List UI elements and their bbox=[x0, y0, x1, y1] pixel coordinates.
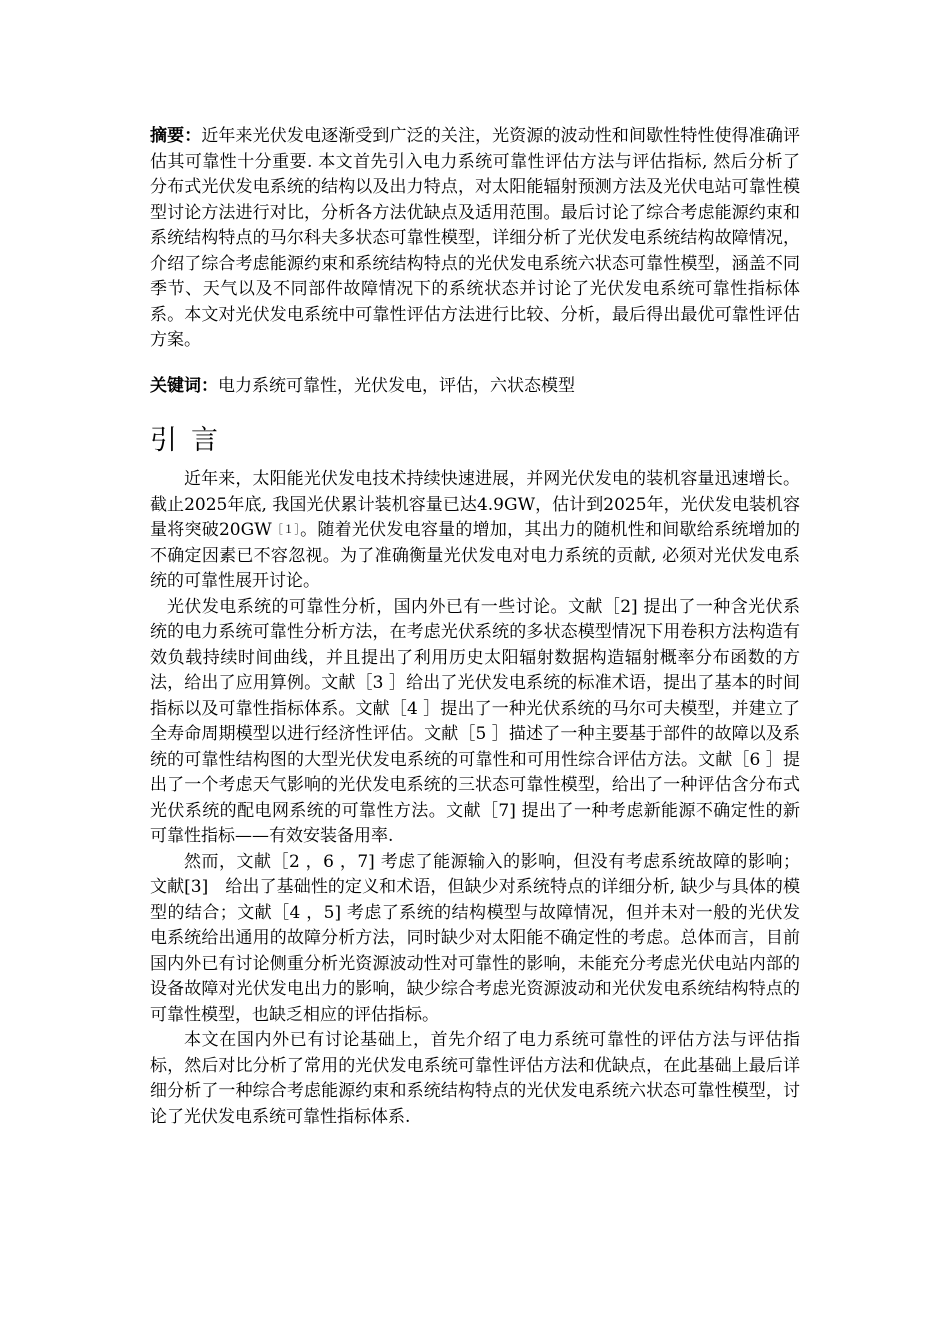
abstract-text: 近年来光伏发电逐渐受到广泛的关注，光资源的波动性和间歇性特性使得准确评估其可靠性十分重要. 本文首先引入电力系统可靠性评估方法与评估指标, 然后分析了分布式光伏发电系统的结构以及出力特点，对太阳能辐射预测方法及光伏电站可靠性模型讨论方法进行对比，分析各方法优缺点及适用范围。最后讨论了综合考虑能源约束和系统结构特点的马尔科夫多状态可靠性模型，详细分析了光伏发电系统结构故障情况，介绍了综合考虑能源约束和系统结构特点的光伏发电系统六状态可靠性模型，涵盖不同季节、天气以及不同部件故障情况下的系统状态并讨论了光伏发电系统可靠性指标体系。本文对光伏发电系统中可靠性评估方法进行比较、分析，最后得出最优可靠性评估方案。 bbox=[150, 126, 801, 350]
keywords bbox=[150, 374, 800, 400]
paragraph-4: 本文在国内外已有讨论基础上，首先介绍了电力系统可靠性的评估方法与评估指标，然后对比分析了常用的光伏发电系统可靠性评估方法和优缺点，在此基础上最后详细分析了一种综合考虑能源约束和系统结构特点的光伏发电系统六状态可靠性模型，讨论了光伏发电系统可靠性指标体系. bbox=[150, 1030, 800, 1127]
document-page bbox=[150, 124, 800, 1130]
paragraph-1 bbox=[150, 467, 800, 595]
paragraph-1-text-a: 近年来，太阳能光伏发电技术持续快速进展，并网光伏发电的装机容量迅速增长。截止2025年底, 我国光伏累计装机容量已达4.9GW，估计到2025年，光伏发电装机容量将突破20GW bbox=[150, 469, 800, 540]
paragraph-3: 然而，文献［2 ，6 ，7] 考虑了能源输入的影响，但没有考虑系统故障的影响；文献[3] 给出了基础性的定义和术语，但缺少对系统特点的详细分析, 缺少与具体的模型的结合；文献［4 ，5] 考虑了系统的结构模型与故障情况，但并未对一般的光伏发电系统给出通用的故障分析方法，同时缺少对太阳能不确定性的考虑。总体而言，目前国内外已有讨论侧重分析光资源波动性对可靠性的影响，未能充分考虑光伏电站内部的设备故障对光伏发电出力的影响，缺少综合考虑光资源波动和光伏发电系统结构特点的可靠性模型，也缺乏相应的评估指标。 bbox=[150, 851, 800, 1025]
keywords-label: 关键词： bbox=[150, 375, 218, 396]
section-heading: 引言 bbox=[150, 425, 232, 456]
paragraph-1-text-b: 。随着光伏发电容量的增加，其出力的随机性和间歇给系统增加的不确定因素已不容忽视。为了准确衡量光伏发电对电力系统的贡献, 必须对光伏发电系统的可靠性展开讨论。 bbox=[150, 520, 801, 591]
paragraph-2: 光伏发电系统的可靠性分析，国内外已有一些讨论。文献［2] 提出了一种含光伏系统的电力系统可靠性分析方法，在考虑光伏系统的多状态模型情况下用卷积方法构造有效负载持续时间曲线，并且提出了利用历史太阳辐射数据构造辐射概率分布函数的方法，给出了应用算例。文献［3 ］给出了光伏发电系统的标准术语，提出了基本的时间指标以及可靠性指标体系。文献［4 ］提出了一种光伏系统的马尔可夫模型，并建立了全寿命周期模型以进行经济性评估。文献［5 ］描述了一种主要基于部件的故障以及系统的可靠性结构图的大型光伏发电系统的可靠性和可用性综合评估方法。文献［6 ］提出了一个考虑天气影响的光伏发电系统的三状态可靠性模型，给出了一种评估含分布式光伏系统的配电网系统的可靠性方法。文献［7] 提出了一种考虑新能源不确定性的新可靠性指标——有效安装备用率. bbox=[150, 596, 800, 846]
abstract bbox=[150, 124, 800, 354]
citation-1: ［１］ bbox=[271, 523, 301, 536]
keywords-text: 电力系统可靠性，光伏发电，评估，六状态模型 bbox=[218, 375, 575, 396]
abstract-label: 摘要： bbox=[150, 126, 202, 146]
